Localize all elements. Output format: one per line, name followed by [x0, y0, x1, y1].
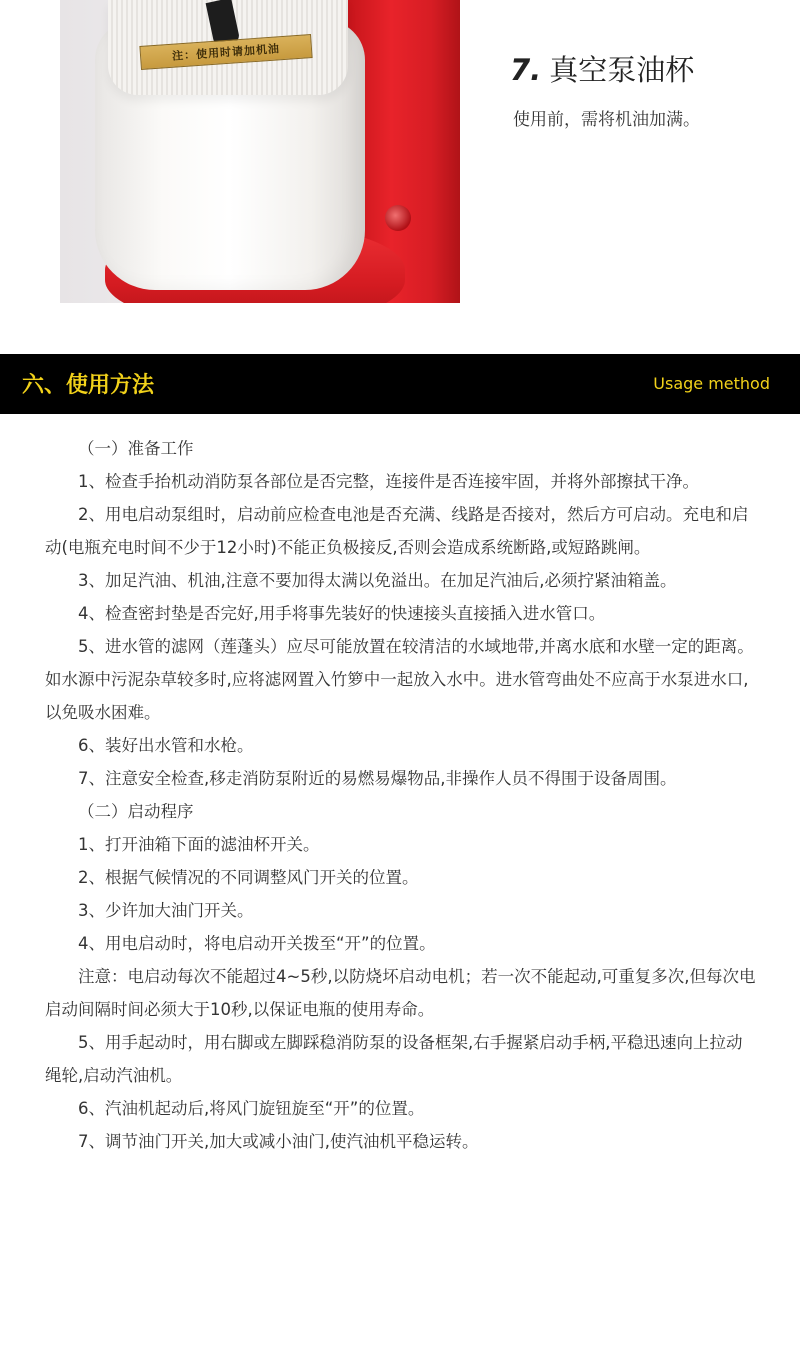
subsection-heading-preparation: （一）准备工作 [78, 439, 194, 458]
oil-cup-label: 注：使用时请加机油 [139, 34, 312, 70]
instruction-paragraph: 2、根据气候情况的不同调整风门开关的位置。 [78, 868, 419, 887]
instruction-paragraph: 3、少许加大油门开关。 [78, 901, 254, 920]
feature-number: 7. [510, 53, 542, 87]
subsection-heading-startup: （二）启动程序 [78, 802, 194, 821]
product-photo-oil-cup [60, 0, 460, 303]
instruction-paragraph: 4、检查密封垫是否完好,用手将事先装好的快速接头直接插入进水管口。 [78, 604, 606, 623]
instruction-paragraph: 7、注意安全检查,移走消防泵附近的易燃易爆物品,非操作人员不得围于设备周围。 [78, 769, 677, 788]
instruction-paragraph: 6、汽油机起动后,将风门旋钮旋至“开”的位置。 [78, 1099, 425, 1118]
usage-instructions [45, 432, 757, 1158]
instruction-note: 注意：电启动每次不能超过4~5秒,以防烧坏启动电机；若一次不能起动,可重复多次,但每次电启动间隔时间必须大于10秒,以保证电瓶的使用寿命。 [45, 967, 756, 1019]
instruction-paragraph: 3、加足汽油、机油,注意不要加得太满以免溢出。在加足汽油后,必须拧紧油箱盖。 [78, 571, 677, 590]
instruction-paragraph: 7、调节油门开关,加大或减小油门,使汽油机平稳运转。 [78, 1132, 479, 1151]
instruction-paragraph: 1、打开油箱下面的滤油杯开关。 [78, 835, 320, 854]
section-subtitle: Usage method [653, 374, 770, 393]
instruction-paragraph: 5、用手起动时，用右脚或左脚踩稳消防泵的设备框架,右手握紧启动手柄,平稳迅速向上拉动绳轮,启动汽油机。 [45, 1033, 743, 1085]
feature-title-text: 真空泵油杯 [549, 53, 695, 87]
instruction-paragraph: 6、装好出水管和水枪。 [78, 736, 254, 755]
instruction-paragraph: 5、进水管的滤网（莲蓬头）应尽可能放置在较清洁的水域地带,并离水底和水壁一定的距离。如水源中污泥杂草较多时,应将滤网置入竹箩中一起放入水中。进水管弯曲处不应高于水泵进水口,以免吸水困难。 [45, 637, 754, 722]
instruction-paragraph: 2、用电启动泵组时，启动前应检查电池是否充满、线路是否接对，然后方可启动。充电和启动(电瓶充电时间不少于12小时)不能正负极接反,否则会造成系统断路,或短路跳闸。 [45, 505, 749, 557]
frame-bolt [385, 205, 411, 231]
feature-title [510, 48, 694, 89]
section-banner [0, 354, 800, 414]
instruction-paragraph: 4、用电启动时，将电启动开关拨至“开”的位置。 [78, 934, 436, 953]
instruction-paragraph: 1、检查手抬机动消防泵各部位是否完整，连接件是否连接牢固，并将外部擦拭干净。 [78, 472, 699, 491]
feature-description: 使用前，需将机油加满。 [513, 110, 700, 130]
section-title: 六、使用方法 [22, 373, 155, 398]
